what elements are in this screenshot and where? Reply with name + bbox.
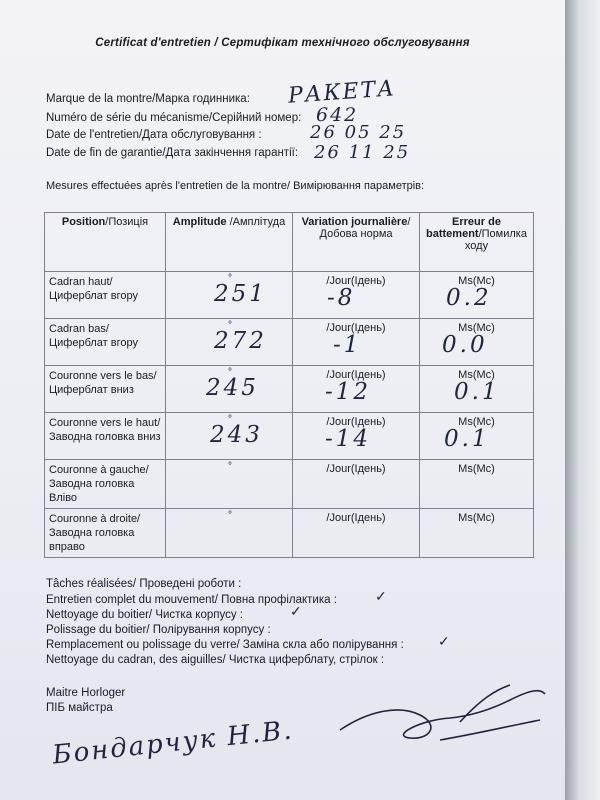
checkmark-icon: ✓ — [290, 603, 302, 619]
degree-symbol: ° — [228, 320, 232, 331]
jour-unit: /Jour(Ідень) — [326, 416, 386, 428]
task-item: Nettoyage du boitier/ Чистка корпусу : — [46, 609, 243, 621]
master-name: Бондарчук Н.В. — [51, 715, 295, 771]
tasks-heading: Tâches réalisées/ Проведені роботи : — [46, 578, 242, 590]
row-position: Couronne à gauche/ Заводна головка Вліво — [45, 460, 166, 509]
amplitude-value: 251 — [214, 281, 267, 307]
task-item: Remplacement ou polissage du verre/ Заміна скла або полірування : — [46, 639, 404, 651]
header-amplitude: Amplitude /Амплітуда — [166, 213, 293, 272]
amplitude-value: 272 — [214, 328, 267, 354]
row-amplitude-cell — [166, 509, 293, 558]
ms-unit: Ms(Mc) — [458, 369, 495, 381]
degree-symbol: ° — [228, 273, 232, 284]
row-variation-cell — [293, 413, 420, 460]
measures-heading: Mesures effectuées après l'entretien de la montre/ Вимірювання параметрів: — [46, 180, 425, 192]
row-amplitude-cell — [166, 413, 293, 460]
row-position: Couronne vers le bas/Циферблат вниз — [45, 366, 166, 413]
row-amplitude-cell — [166, 272, 293, 319]
service-date-value: 26 05 25 — [310, 122, 407, 143]
header-variation: Variation journalière/Добова норма — [293, 213, 420, 272]
brand-value: РАКЕТА — [287, 76, 397, 109]
erreur-value: 0.2 — [446, 285, 492, 311]
row-variation-cell — [293, 272, 420, 319]
row-erreur-cell — [420, 319, 534, 366]
jour-unit: /Jour(Ідень) — [326, 512, 386, 524]
warranty-date-label: Date de fin de garantie/Дата закінчення гарантії: — [46, 147, 299, 159]
master-label-fr: Maitre Horloger — [46, 687, 126, 699]
jour-unit: /Jour(Ідень) — [326, 369, 386, 381]
row-position: Couronne vers le haut/Заводна головка вниз — [45, 413, 166, 460]
serial-label: Numéro de série du mécanisme/Серійний номер: — [46, 112, 302, 124]
brand-label: Marque de la montre/Марка годинника: — [46, 93, 250, 105]
row-variation-cell — [293, 460, 420, 509]
ms-unit: Ms(Mc) — [458, 322, 495, 334]
table-row — [45, 413, 534, 460]
degree-symbol: ° — [228, 461, 232, 472]
ms-unit: Ms(Mc) — [458, 512, 495, 524]
ms-unit: Ms(Mc) — [458, 416, 495, 428]
variation-value: -8 — [327, 285, 356, 311]
table-row — [45, 509, 534, 558]
row-variation-cell — [293, 366, 420, 413]
row-amplitude-cell — [166, 366, 293, 413]
table-row — [45, 319, 534, 366]
ms-unit: Ms(Mc) — [458, 275, 495, 287]
service-date-label: Date de l'entretien/Дата обслуговування : — [46, 129, 262, 141]
variation-value: -14 — [325, 426, 372, 452]
checkmark-icon: ✓ — [438, 633, 450, 649]
row-position: Cadran bas/Циферблат вгору — [45, 319, 166, 366]
row-amplitude-cell — [166, 319, 293, 366]
warranty-date-value: 26 11 25 — [314, 142, 411, 163]
task-item: Polissage du boitier/ Полірування корпусу : — [46, 624, 271, 636]
row-variation-cell — [293, 319, 420, 366]
checkmark-icon: ✓ — [375, 588, 387, 604]
document-title: Certificat d'entretien / Сертифікат технічного обслуговування — [95, 37, 470, 49]
erreur-value: 0.1 — [444, 426, 490, 452]
page-edge — [565, 0, 600, 800]
jour-unit: /Jour(Ідень) — [326, 463, 386, 475]
header-position: Position/Позиція — [45, 213, 166, 272]
table-row — [45, 460, 534, 509]
header-erreur: Erreur de battement/Помилка ходу — [420, 213, 534, 272]
degree-symbol: ° — [228, 510, 232, 521]
row-erreur-cell — [420, 460, 534, 509]
row-erreur-cell — [420, 272, 534, 319]
jour-unit: /Jour(Ідень) — [326, 322, 386, 334]
degree-symbol: ° — [228, 367, 232, 378]
jour-unit: /Jour(Ідень) — [326, 275, 386, 287]
row-erreur-cell — [420, 509, 534, 558]
degree-symbol: ° — [228, 414, 232, 425]
task-item: Entretien complet du mouvement/ Повна профілактика : — [46, 594, 337, 606]
row-erreur-cell — [420, 413, 534, 460]
erreur-value: 0.0 — [442, 332, 488, 358]
variation-value: -1 — [333, 332, 362, 358]
erreur-value: 0.1 — [454, 379, 500, 405]
master-label-ua: ПІБ майстра — [46, 702, 113, 714]
row-variation-cell — [293, 509, 420, 558]
variation-value: -12 — [325, 379, 372, 405]
task-item: Nettoyage du cadran, des aiguilles/ Чистка циферблату, стрілок : — [46, 654, 385, 666]
amplitude-value: 245 — [206, 375, 259, 401]
amplitude-value: 243 — [210, 422, 263, 448]
row-erreur-cell — [420, 366, 534, 413]
row-position: Cadran haut/Циферблат вгору — [45, 272, 166, 319]
serial-value: 642 — [316, 104, 359, 126]
table-row — [45, 272, 534, 319]
signature — [40, 670, 560, 790]
row-amplitude-cell — [166, 460, 293, 509]
ms-unit: Ms(Mc) — [458, 463, 495, 475]
table-row — [45, 366, 534, 413]
measurements-table — [44, 212, 534, 558]
row-position: Couronne à droite/Заводна головка вправо — [45, 509, 166, 558]
